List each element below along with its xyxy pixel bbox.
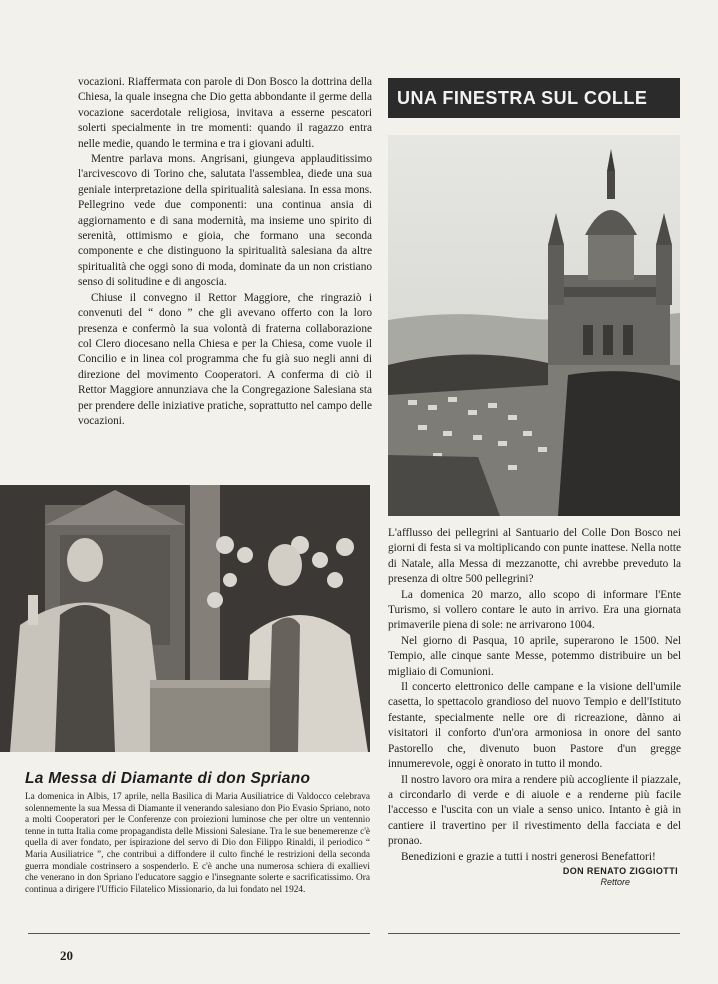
left-paragraph-3: Chiuse il convegno il Rettor Maggiore, che ringraziò i convenuti del “ dono ” che gli avevano offerto con la loro presenza e confermò la sua volontà di fraterna collaborazione col Clero diocesano nella Chiesa e per la Chiesa, come vuole il Concilio e in linea col programma che fu già suo negli anni di direzione del movimento Cooperatori. A conferma di ciò il Rettor Maggiore annunziava che la Congregazione Salesiana sta per prendere delle iniziative pratiche, soprattutto nel campo delle vocazioni. <box>78 291 372 427</box>
footer-rule-right <box>388 933 680 934</box>
left-paragraph-2: Mentre parlava mons. Angrisani, giungeva applauditissimo l'arcivescovo di Torino che, salutata l'assemblea, diede una sua geniale interpretazione della spiritualità salesiana. In essa mons. Pellegrino vede due componenti: una continua ansia di aggiornamento e di sana modernità, ma insieme uno spirito di serenità, ottimismo e gioia, che formano una seconda componente e che distinguono la spiritualità salesiana da altre spiritualità che oggi sono di moda, dominate da un non cristiano senso di solitudine e di angoscia. <box>78 153 372 289</box>
colle-basilica-photo <box>388 135 680 516</box>
right-paragraph-6: Benedizioni e grazie a tutti i nostri generosi Benefattori! <box>401 850 656 863</box>
right-paragraph-2: La domenica 20 marzo, allo scopo di informare l'Ente Turismo, si vollero contare le auto in arrivo. Era una giornata primaverile piena di sole: ne arrivarono 1004. <box>388 588 681 632</box>
colle-basilica-illustration <box>388 135 680 516</box>
right-paragraph-4: Il concerto elettronico delle campane e la visione dell'umile casetta, lo spettacolo grandioso del nuovo Tempio e dell'Istituto festante, specialmente nelle ore di ricreazione, dànno ai visitatori il conforto d'un'ora armoniosa in onore del santo Pastorello che, divenuto buon Pastore d'un gregge innumerevole, oggi è onorato in tutto il mondo. <box>388 681 681 771</box>
section-banner: UNA FINESTRA SUL COLLE <box>388 78 680 118</box>
page-number: 20 <box>60 948 73 963</box>
signature-name: DON RENATO ZIGGIOTTI <box>562 866 678 876</box>
signature-role: Rettore <box>600 877 630 887</box>
right-article <box>388 526 681 865</box>
right-paragraph-1: L'afflusso dei pellegrini al Santuario del Colle Don Bosco nei giorni di festa si va moltiplicando con punte inattese. Nella notte di Natale, alla Messa di mezzanotte, chi avrebbe preveduto la presenza di oltre 500 pellegrini? <box>388 527 681 586</box>
mass-celebration-photo <box>0 485 370 752</box>
right-paragraph-3: Nel giorno di Pasqua, 10 aprile, superarono le 1500. Nel Tempio, alle cinque sante Messe, potemmo distribuire un bel migliaio di Comunioni. <box>388 634 681 678</box>
caption-body: La domenica in Albis, 17 aprile, nella Basilica di Maria Ausiliatrice di Valdocco celebrava solennemente la sua Messa di Diamante il venerando salesiano don Pio Evasio Spriano, noto a molti Cooperatori per le Conferenze con proiezioni luminose che per oltre un ventennio tenne in tutta Italia come propagandista delle Missioni Salesiane. Tra le sue benemerenze c'è quella di aver fondato, per ispirazione del servo di Dio don Filippo Rinaldi, il periodico “ Maria Ausiliatrice ”, che contribuì a diffondere il culto finché le restrizioni della seconda guerra mondiale costrinsero a sospenderlo. E c'è anche una numerosa schiera di exallievi che venerano in don Spriano l'educatore saggio e l'insegnante solerte e sacrificatissimo. Ora continua a dirigere l'Ufficio Filatelico Missionario, da lui fondato nel 1924. <box>25 792 370 895</box>
left-paragraph-1: vocazioni. Riaffermata con parole di Don Bosco la dottrina della Chiesa, la quale insegna che Dio getta abbondante il germe della vocazione sacerdotale religiosa, invitava a esserne pescatori solerti specialmente in tre momenti: quando il ragazzo entra nelle medie, quando le termina e tra i giovani adulti. <box>78 76 372 150</box>
left-article <box>78 75 372 429</box>
footer-rule-left <box>28 933 370 934</box>
signature <box>388 866 678 887</box>
caption-title: La Messa di Diamante di don Spriano <box>25 770 311 787</box>
mass-celebration-illustration <box>0 485 370 752</box>
right-paragraph-5: Il nostro lavoro ora mira a rendere più accogliente il piazzale, a circondarlo di verde e di aiuole e a renderne più facile l'accesso e l'uscita con un viale a senso unico. Intanto è già in cantiere il travertino per il rivestimento della facciata e del pronao. <box>388 773 681 848</box>
